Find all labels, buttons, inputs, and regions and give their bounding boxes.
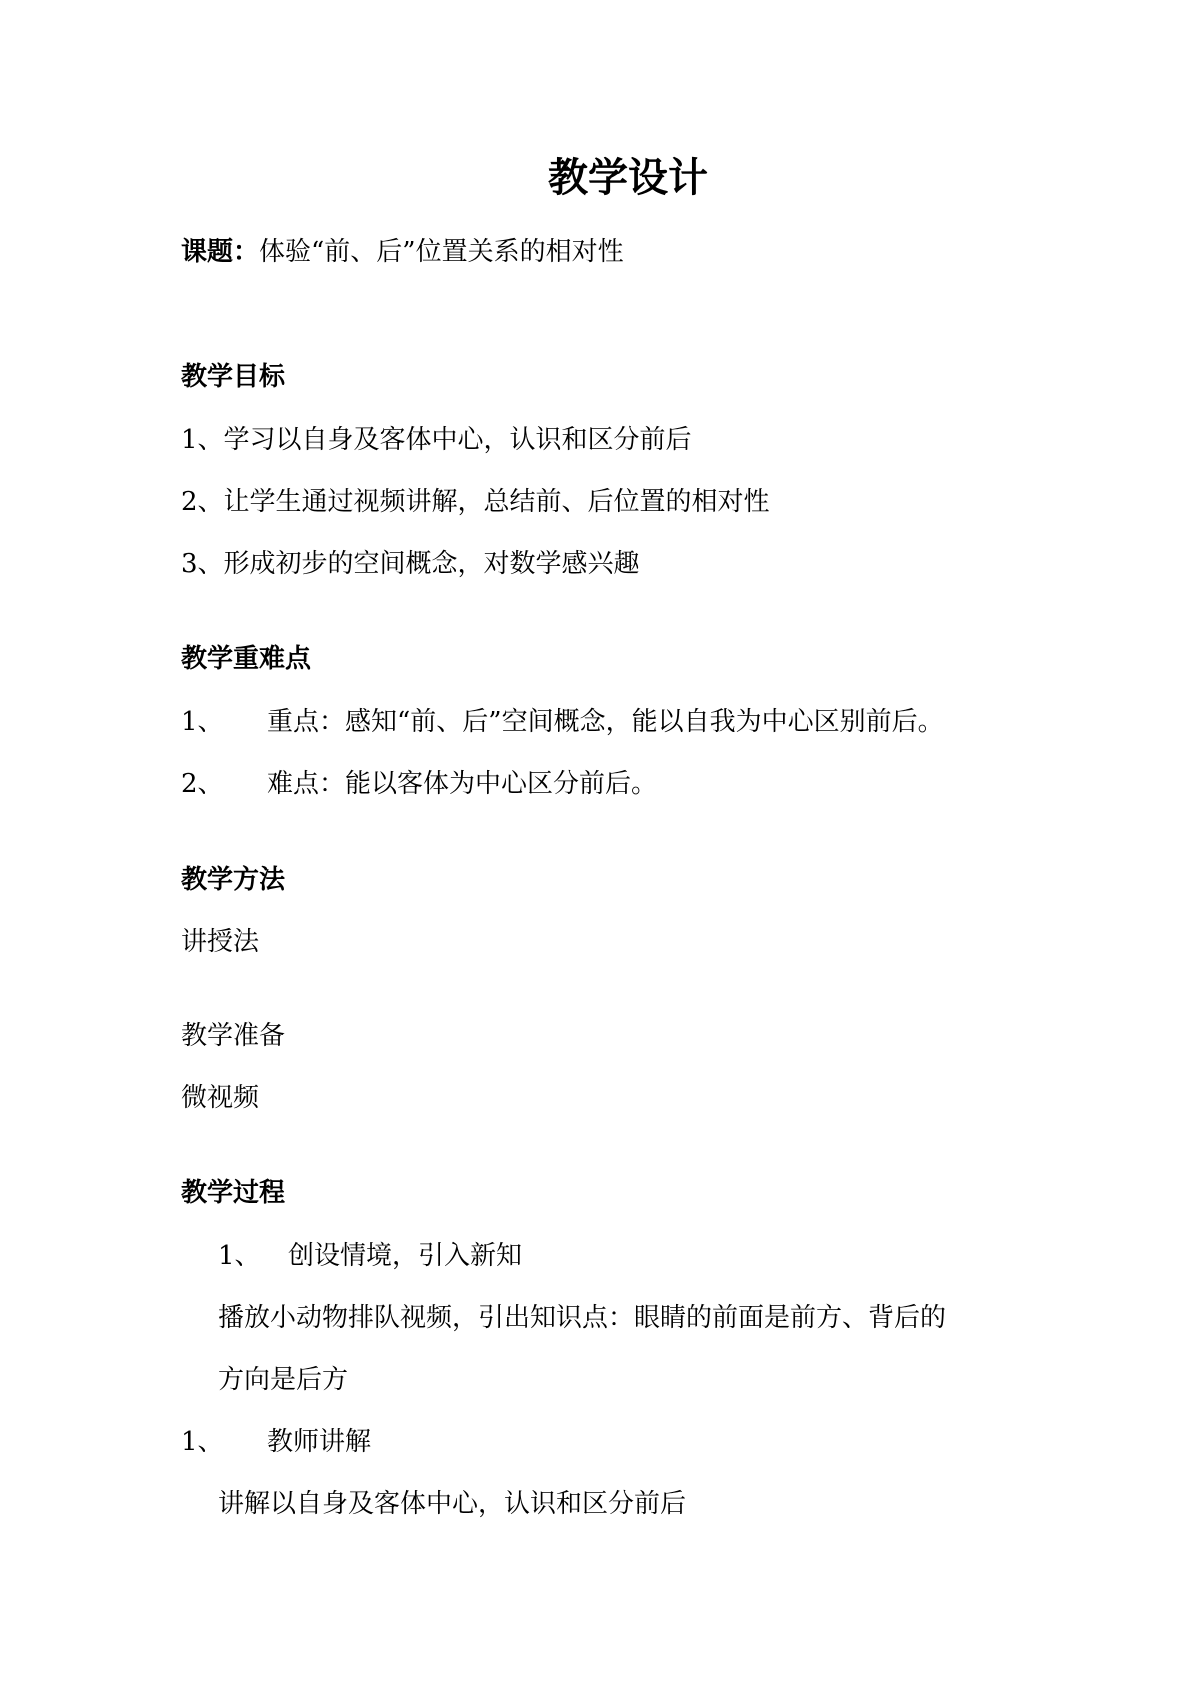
process-step-title <box>218 1240 522 1272</box>
document-title: 教学设计 <box>548 155 708 201</box>
key-point-text: 难点：能以客体为中心区分前后。 <box>267 769 658 799</box>
process-step-number: 1、 <box>181 1427 224 1457</box>
objective-item: 1、学习以自身及客体中心，认识和区分前后 <box>181 425 692 455</box>
key-point-item <box>181 706 944 738</box>
key-point-number: 1、 <box>181 707 224 737</box>
topic-line <box>181 236 624 268</box>
process-step-number: 1、 <box>218 1241 261 1271</box>
process-step-line: 播放小动物排队视频，引出知识点：眼睛的前面是前方、背后的 <box>218 1303 947 1333</box>
process-step-text: 创设情境，引入新知 <box>288 1241 523 1271</box>
key-point-text: 重点：感知“前、后”空间概念，能以自我为中心区别前后。 <box>267 707 944 737</box>
objective-item: 3、形成初步的空间概念，对数学感兴趣 <box>181 549 640 579</box>
topic-text: 体验“前、后”位置关系的相对性 <box>259 237 624 267</box>
process-step-text: 教师讲解 <box>267 1427 372 1457</box>
key-point-item <box>181 768 657 800</box>
methods-text: 讲授法 <box>181 927 260 957</box>
process-step-line: 讲解以自身及客体中心，认识和区分前后 <box>218 1489 687 1519</box>
process-step-title <box>181 1426 371 1458</box>
preparation-text: 微视频 <box>181 1083 260 1113</box>
methods-heading: 教学方法 <box>181 865 286 895</box>
key-points-heading: 教学重难点 <box>181 644 312 674</box>
key-point-number: 2、 <box>181 769 224 799</box>
topic-label: 课题： <box>181 237 260 267</box>
process-heading: 教学过程 <box>181 1178 286 1208</box>
objective-item: 2、让学生通过视频讲解，总结前、后位置的相对性 <box>181 487 770 517</box>
preparation-heading: 教学准备 <box>181 1021 286 1051</box>
process-step-line: 方向是后方 <box>218 1365 349 1395</box>
objectives-heading: 教学目标 <box>181 362 286 392</box>
